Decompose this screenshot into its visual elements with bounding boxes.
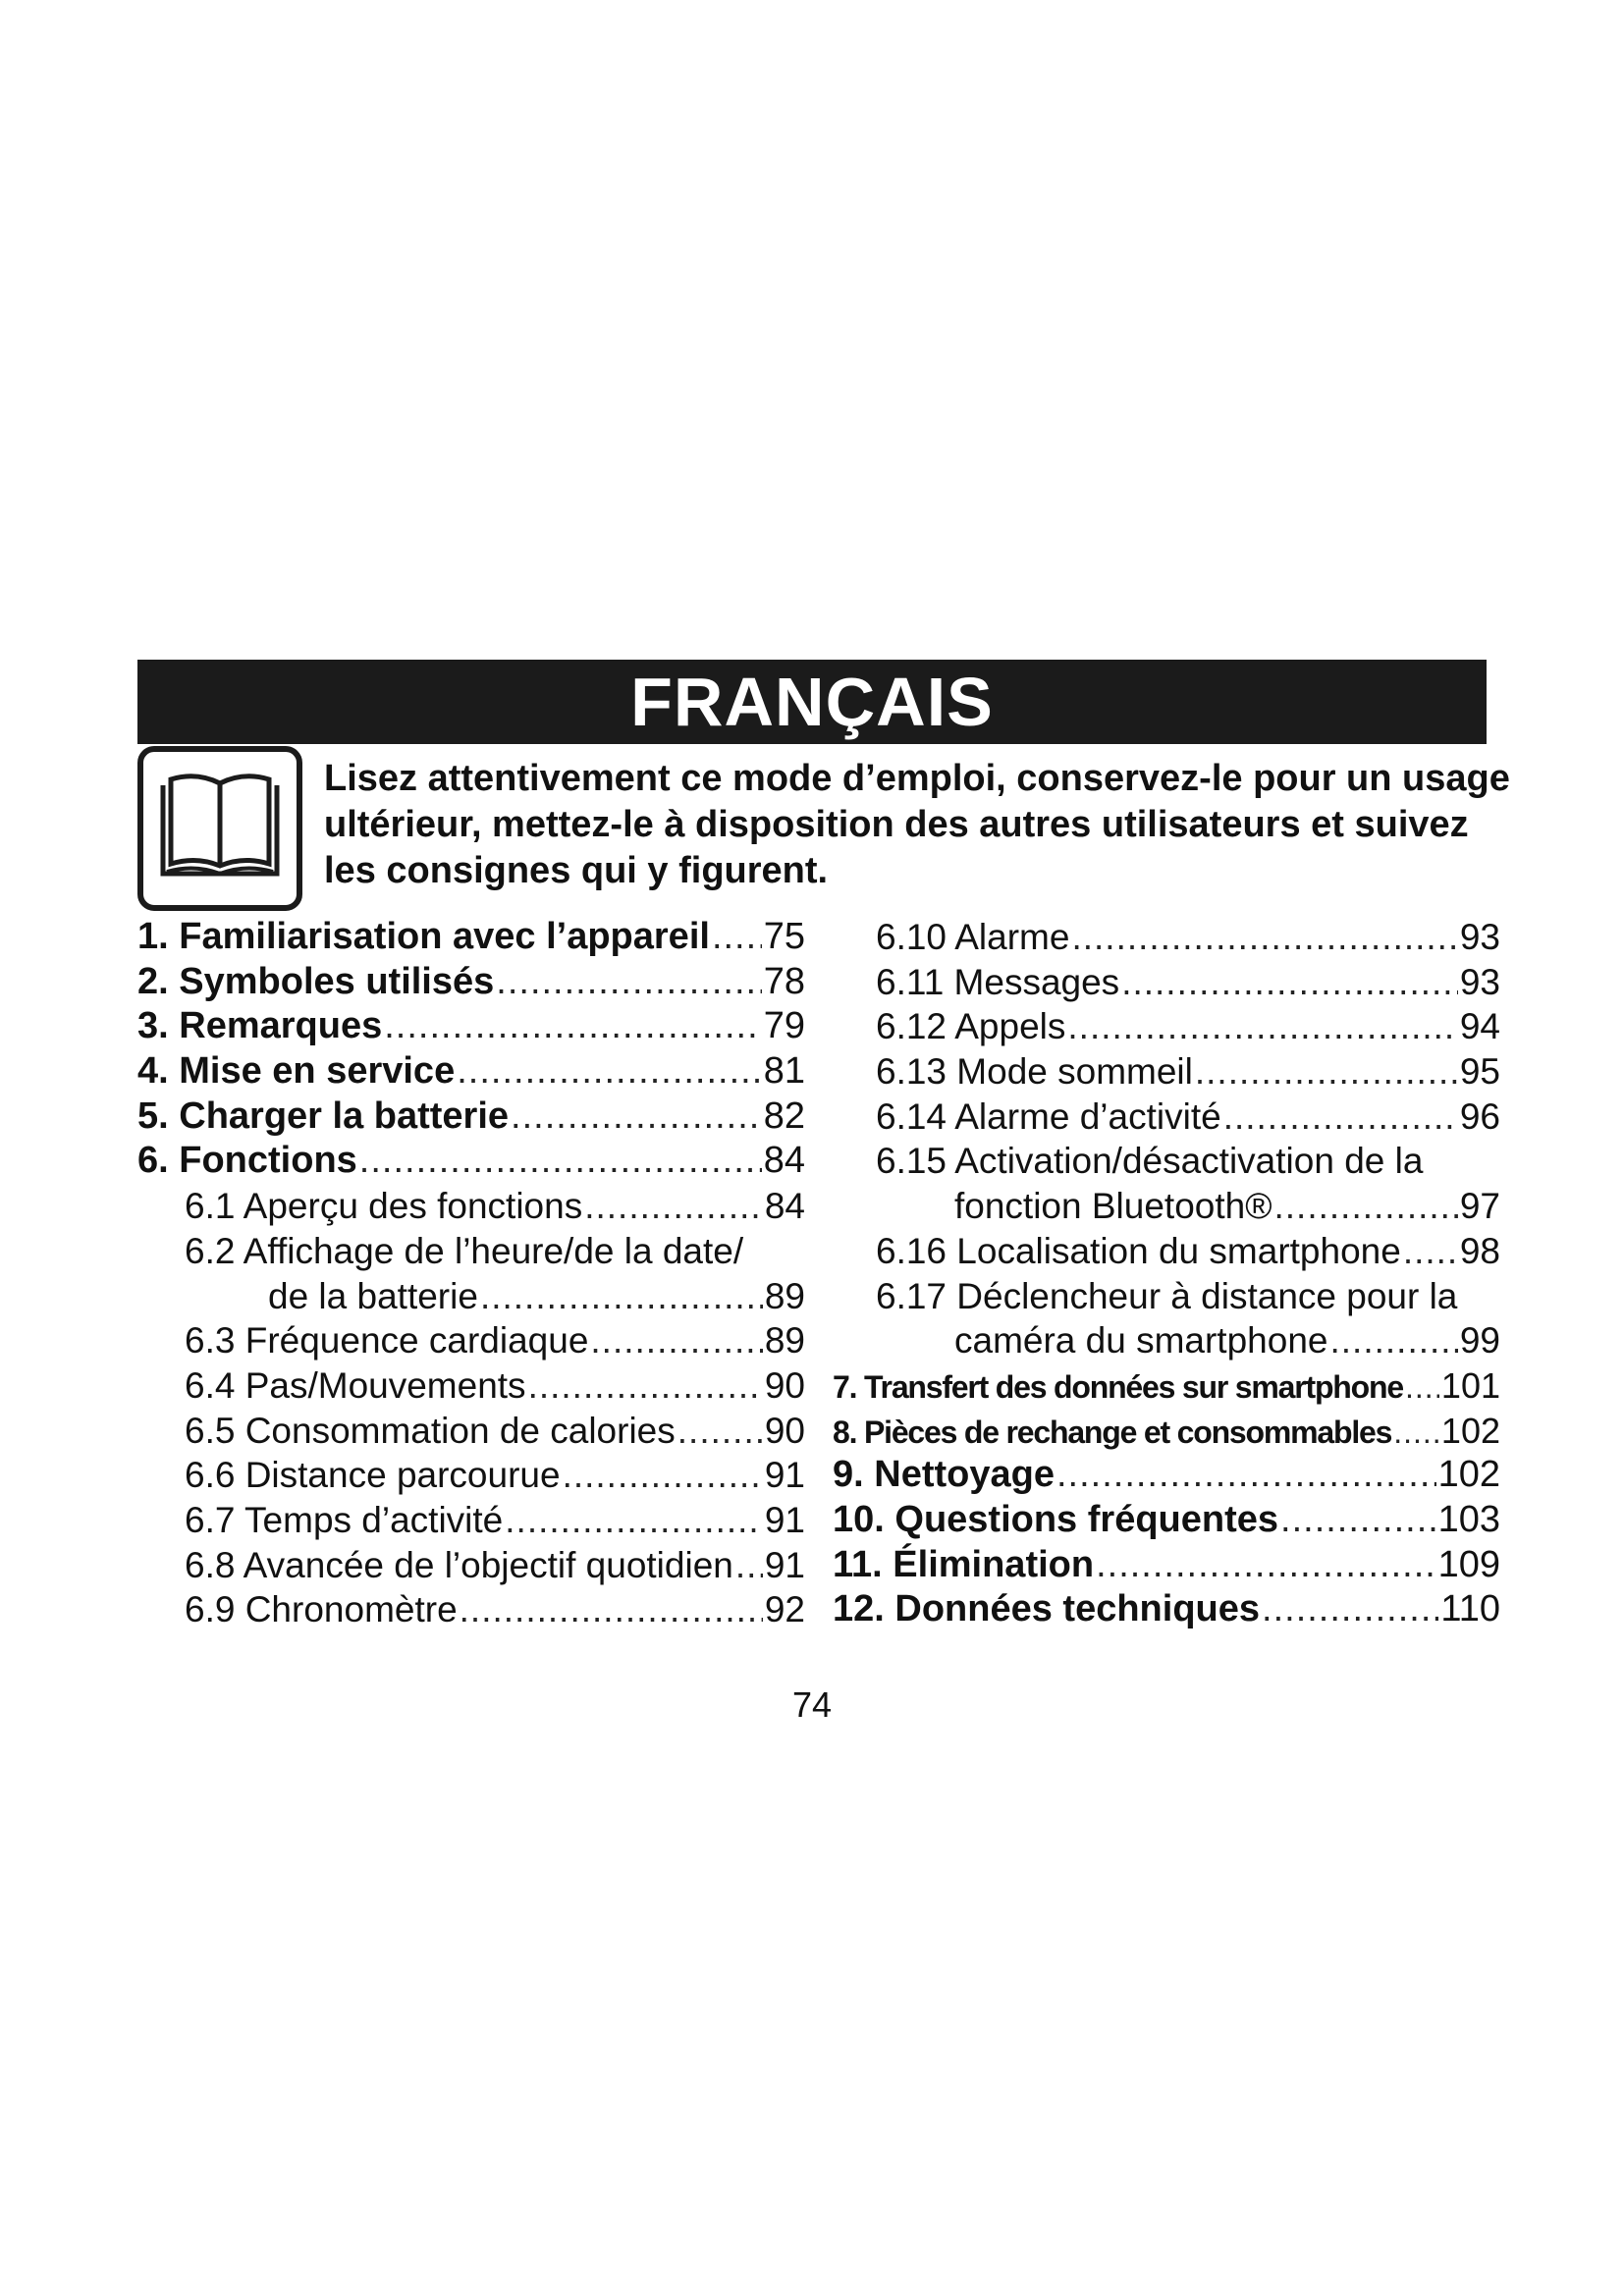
language-title-bar: [137, 660, 1487, 744]
toc-right-column: [833, 915, 1500, 1632]
toc-entry: [137, 915, 805, 960]
toc-entry-page: 94: [1459, 1006, 1500, 1047]
toc-entry: [137, 1318, 805, 1363]
toc-entry-title: 7. Transfert des données sur smartphone: [833, 1368, 1403, 1405]
toc-entry-page: 81: [763, 1050, 805, 1093]
toc-entry: [137, 1229, 805, 1274]
toc-entry-title: 6.5 Consommation de calories: [185, 1410, 676, 1451]
toc-leader-dots: [1393, 1411, 1439, 1456]
toc-leader-dots: [1071, 915, 1457, 960]
toc-leader-dots: [1056, 1453, 1436, 1498]
toc-entry-title: fonction Bluetooth®: [954, 1186, 1272, 1227]
toc-entry: [833, 1004, 1500, 1049]
toc-leader-dots: [511, 1095, 762, 1140]
toc-entry-title: 11. Élimination: [833, 1543, 1095, 1585]
toc-entry-page: 78: [763, 960, 805, 1002]
toc-entry-title: 6.6 Distance parcourue: [185, 1455, 561, 1496]
toc-entry-page: 91: [764, 1499, 805, 1540]
toc-entry-page: 79: [763, 1005, 805, 1047]
toc-entry-title: 6.16 Localisation du smartphone: [876, 1230, 1401, 1271]
toc-leader-dots: [1273, 1184, 1457, 1229]
toc-leader-dots: [1067, 1004, 1457, 1049]
toc-leader-dots: [735, 1543, 763, 1588]
toc-entry-title: 6.11 Messages: [876, 961, 1120, 1002]
toc-entry-page: 91: [764, 1544, 805, 1585]
toc-entry: [833, 1498, 1500, 1543]
toc-entry: [137, 1049, 805, 1095]
toc-entry-title: 6.12 Appels: [876, 1006, 1066, 1047]
toc-leader-dots: [528, 1363, 763, 1409]
toc-entry-title: 6.17 Déclencheur à distance pour la: [876, 1275, 1458, 1316]
toc-entry: [833, 1184, 1500, 1229]
toc-left-column: [137, 915, 805, 1632]
toc-entry-title: 6. Fonctions: [137, 1140, 357, 1182]
page-title: FRANÇAIS: [630, 664, 994, 740]
toc-leader-dots: [563, 1453, 763, 1498]
toc-leader-dots: [480, 1274, 763, 1319]
toc-entry: [137, 1543, 805, 1588]
toc-entry-title: 6.8 Avancée de l’objectif quotidien: [185, 1544, 733, 1585]
toc-entry-page: 84: [764, 1186, 805, 1227]
toc-entry: [833, 1139, 1500, 1184]
toc-entry-title: 6.9 Chronomètre: [185, 1589, 458, 1630]
toc-entry: [137, 1004, 805, 1049]
toc-entry-page: 96: [1459, 1095, 1500, 1137]
toc-entry: [833, 1453, 1500, 1498]
toc-entry: [137, 1409, 805, 1454]
toc-entry-title: 6.2 Affichage de l’heure/de la date/: [185, 1230, 744, 1271]
toc-leader-dots: [590, 1318, 762, 1363]
toc-entry-page: 84: [763, 1140, 805, 1182]
toc-entry-page: 92: [764, 1589, 805, 1630]
toc-entry-title: 12. Données techniques: [833, 1588, 1261, 1630]
toc-entry-page: 101: [1440, 1364, 1500, 1406]
toc-entry-title: 2. Symboles utilisés: [137, 960, 495, 1002]
toc-entry: [137, 1184, 805, 1229]
toc-leader-dots: [1403, 1229, 1458, 1274]
toc-entry: [833, 1095, 1500, 1140]
toc-entry: [833, 960, 1500, 1005]
toc-entry-page: 89: [764, 1320, 805, 1362]
toc-entry-title: 6.7 Temps d’activité: [185, 1499, 504, 1540]
book-icon: [137, 746, 302, 911]
toc-leader-dots: [712, 915, 762, 960]
toc-entry-page: 102: [1440, 1410, 1500, 1451]
toc-entry: [833, 1318, 1500, 1363]
toc-entry: [833, 1363, 1500, 1409]
toc-entry-title: 6.10 Alarme: [876, 917, 1070, 957]
toc-entry: [137, 1274, 805, 1319]
toc-entry-page: 89: [764, 1275, 805, 1316]
toc-leader-dots: [384, 1004, 761, 1049]
toc-entry: [137, 960, 805, 1005]
toc-leader-dots: [359, 1139, 762, 1184]
intro-text: Lisez attentivement ce mode d’emploi, conservez-le pour un usage ultérieur, mettez-le à disposition des autres utilisateurs et suivez les consignes qui y figurent.: [324, 758, 1510, 891]
toc-entry-title: 3. Remarques: [137, 1005, 383, 1047]
toc-entry: [833, 1543, 1500, 1588]
toc-entry-page: 102: [1437, 1454, 1500, 1496]
toc-entry-title: 6.13 Mode sommeil: [876, 1051, 1193, 1093]
toc-leader-dots: [584, 1184, 763, 1229]
toc-entry: [137, 1139, 805, 1184]
toc-entry-title: 9. Nettoyage: [833, 1454, 1055, 1496]
toc-entry: [833, 915, 1500, 960]
toc-entry-page: 90: [764, 1410, 805, 1451]
toc-entry-title: caméra du smartphone: [954, 1320, 1328, 1362]
toc-entry-title: de la batterie: [268, 1275, 478, 1316]
toc-entry: [137, 1587, 805, 1632]
toc-entry-page: 99: [1459, 1320, 1500, 1362]
toc-entry: [833, 1409, 1500, 1454]
toc-entry-page: 110: [1440, 1588, 1500, 1630]
toc-entry-page: 109: [1437, 1543, 1500, 1585]
toc-entry: [137, 1453, 805, 1498]
toc-leader-dots: [505, 1498, 763, 1543]
toc-entry-title: 1. Familiarisation avec l’appareil: [137, 916, 710, 957]
toc-entry-title: 6.1 Aperçu des fonctions: [185, 1186, 583, 1227]
toc-leader-dots: [1223, 1095, 1458, 1140]
page-number: 74: [791, 1684, 833, 1725]
toc-entry-page: 95: [1459, 1051, 1500, 1093]
toc-entry-title: 5. Charger la batterie: [137, 1095, 510, 1137]
toc-entry-title: 4. Mise en service: [137, 1050, 456, 1093]
toc-entry: [137, 1095, 805, 1140]
toc-leader-dots: [1096, 1543, 1436, 1588]
toc-entry-page: 91: [764, 1455, 805, 1496]
toc-entry: [833, 1587, 1500, 1632]
toc-entry-page: 98: [1459, 1230, 1500, 1271]
toc-entry: [833, 1049, 1500, 1095]
toc-entry: [137, 1498, 805, 1543]
toc-entry-page: 93: [1459, 961, 1500, 1002]
toc-leader-dots: [1262, 1587, 1438, 1632]
toc-leader-dots: [1121, 960, 1458, 1005]
toc-leader-dots: [496, 960, 761, 1005]
toc-entry-title: 6.3 Fréquence cardiaque: [185, 1320, 589, 1362]
toc-entry: [833, 1274, 1500, 1319]
toc-entry-title: 6.4 Pas/Mouvements: [185, 1364, 526, 1406]
toc-entry-page: 75: [763, 916, 805, 957]
toc-leader-dots: [457, 1049, 762, 1095]
toc-entry: [833, 1229, 1500, 1274]
toc-entry: [137, 1363, 805, 1409]
toc-leader-dots: [1280, 1498, 1436, 1543]
toc-leader-dots: [460, 1587, 763, 1632]
toc-leader-dots: [677, 1409, 763, 1454]
toc-entry-page: 90: [764, 1364, 805, 1406]
toc-entry-title: 6.15 Activation/désactivation de la: [876, 1141, 1424, 1182]
toc-entry-title: 8. Pièces de rechange et consommables: [833, 1414, 1392, 1450]
toc-leader-dots: [1405, 1365, 1439, 1411]
toc-leader-dots: [1329, 1318, 1457, 1363]
toc-entry-page: 82: [763, 1095, 805, 1137]
toc-entry-page: 97: [1459, 1186, 1500, 1227]
toc-leader-dots: [1195, 1049, 1458, 1095]
toc-entry-page: 93: [1459, 917, 1500, 957]
toc-entry-title: 10. Questions fréquentes: [833, 1498, 1279, 1540]
toc-entry-page: 103: [1437, 1498, 1500, 1540]
toc-entry-title: 6.14 Alarme d’activité: [876, 1095, 1221, 1137]
